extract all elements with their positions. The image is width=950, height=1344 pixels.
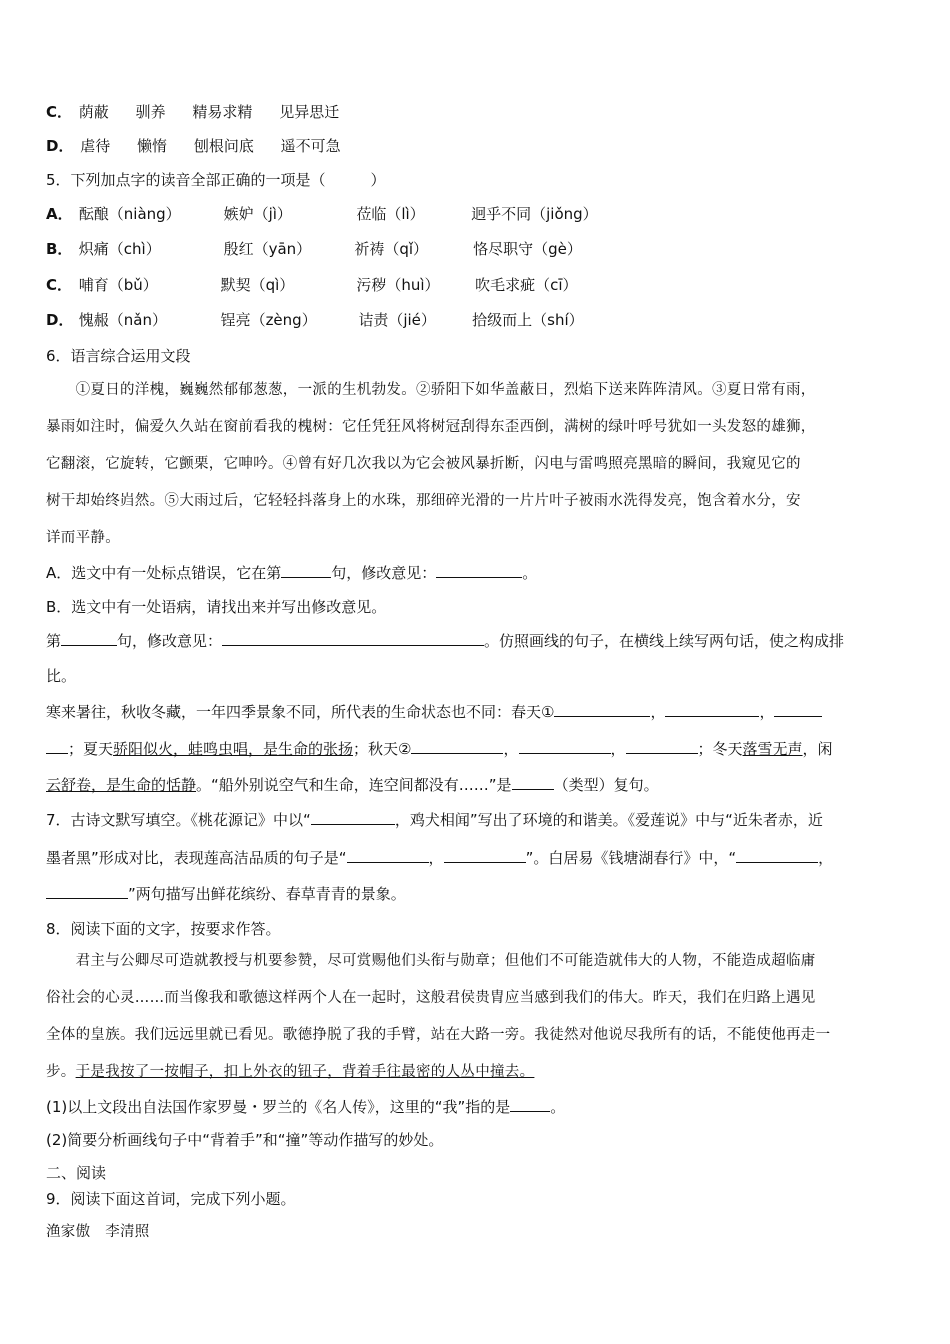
option-label: D． [46,137,74,155]
option-item: 见异思迁 [279,103,340,121]
q8-passage-line: 全体的皇族。我们远远里就已看见。歌德挣脱了我的手臂，站在大路一旁。我徒然对他说尽我所有的话，不能使他再走一 [46,1027,831,1043]
text: ，闲 [802,740,833,758]
option-label: C． [46,276,73,294]
option-label: C． [46,103,73,121]
q6-imitate-line [46,739,910,759]
q4-option-d [46,136,910,156]
q7-line [46,848,910,868]
text: A．选文中有一处标点错误，它在第 [46,564,282,582]
q8-sub1 [46,1097,910,1117]
answer-blank[interactable] [444,848,526,863]
answer-blank[interactable] [665,702,759,717]
q6-part-a [46,563,910,583]
q9-poem-title: 渔家傲 李清照 [46,1224,150,1240]
underlined-model-sentence: 骄阳似火，蛙鸣虫唱，是生命的张扬 [113,740,354,758]
answer-blank[interactable] [512,775,554,790]
answer-blank[interactable] [436,563,522,578]
q4-option-c [46,102,910,122]
answer-blank[interactable] [519,739,611,754]
q7-line [46,810,910,830]
option-item: 愧赧（nǎn） [78,311,167,329]
option-item: 恪尽职守（gè） [473,240,582,258]
section-heading: 二、阅读 [46,1164,107,1182]
option-item: 哺育（bǔ） [78,276,158,294]
text: ；秋天② [353,740,412,758]
text: 句，修改意见： [331,564,437,582]
text: 。 [550,1098,566,1116]
q6-part-b-answer [46,631,910,651]
option-item: 刨根问底 [193,137,254,155]
q5-option-d [46,310,910,330]
text: 。“船外别说空气和生命，连空间都没有……”是 [196,776,512,794]
underlined-model-sentence: 云舒卷，是生命的恬静 [46,776,197,794]
answer-blank[interactable] [554,702,650,717]
text: 。 [522,564,538,582]
text: ；冬天 [697,740,743,758]
text: ， [503,740,519,758]
text: ”两句描写出鲜花缤纷、春草青青的景象。 [128,885,406,903]
option-item: 精易求精 [192,103,253,121]
q5-stem: 5．下列加点字的读音全部正确的一项是（ ） [46,171,386,189]
text: 7．古诗文默写填空。《桃花源记》中以“ [46,811,311,829]
q8-passage-line [46,1062,910,1082]
option-item: 污秽（huì） [356,276,440,294]
option-item: 诘责（jié） [358,311,436,329]
q6-part-b: B．选文中有一处语病，请找出来并写出修改意见。 [46,598,387,616]
option-item: 嫉妒（jì） [223,205,292,223]
q5-option-a [46,204,910,224]
text: (1)以上文段出自法国作家罗曼・罗兰的《名人传》，这里的“我”指的是 [46,1098,511,1116]
option-item: 祈祷（qǐ） [354,240,429,258]
text: 第 [46,632,62,650]
text: ，鸡犬相闻”写出了环境的和谐美。《爱莲说》中与“近朱者赤，近 [394,811,823,829]
answer-blank[interactable] [222,631,484,646]
answer-blank[interactable] [46,739,68,754]
answer-blank[interactable] [411,739,503,754]
option-label: A． [46,205,73,223]
answer-blank[interactable] [510,1097,550,1112]
text: ， [610,740,626,758]
option-label: B． [46,240,73,258]
text: ， [428,849,444,867]
answer-blank[interactable] [281,563,331,578]
text: 句，修改意见： [117,632,223,650]
answer-blank[interactable] [311,810,395,825]
text: （类型）复句。 [553,776,659,794]
q6-passage-line: 详而平静。 [46,530,120,546]
text: ， [818,849,834,867]
q6-part-b-answer-cont: 比。 [46,667,77,685]
option-item: 莅临（lì） [356,205,425,223]
option-item: 遥不可急 [280,137,341,155]
text: ”。白居易《钱塘湖春行》中，“ [525,849,737,867]
answer-blank[interactable] [61,631,117,646]
option-item: 迥乎不同（jiǒng） [471,205,598,223]
option-label: D． [46,311,74,329]
answer-blank[interactable] [626,739,698,754]
option-item: 殷红（yān） [223,240,312,258]
q8-passage-line: 俗社会的心灵……而当像我和歌德这样两个人在一起时，这般君侯贵胄应当感到我们的伟大。昨天，我们在归路上遇见 [46,990,816,1006]
text: 墨者黑”形成对比，表现莲高洁品质的句子是“ [46,849,347,867]
q6-passage-line: ①夏日的洋槐，巍巍然郁郁葱葱，一派的生机勃发。②骄阳下如华盖蔽日，烈焰下送来阵阵清风。③夏日常有雨， [46,382,816,398]
option-item: 锃亮（zèng） [220,311,317,329]
text: ， [650,703,666,721]
q6-imitate-line [46,775,910,795]
option-item: 默契（qì） [220,276,295,294]
option-item: 炽痛（chì） [78,240,161,258]
text: 步。 [46,1064,76,1080]
q5-option-c [46,275,910,295]
answer-blank[interactable] [347,848,429,863]
text: 。仿照画线的句子，在横线上续写两句话，使之构成排 [484,632,845,650]
underlined-model-sentence: 落雪无声 [742,740,803,758]
q8-sub2: (2)简要分析画线句子中“背着手”和“撞”等动作描写的妙处。 [46,1131,444,1149]
q8-passage-line: 君主与公卿尽可造就教授与机要参赞，尽可赏赐他们头衔与勋章；但他们不可能造就伟大的人物，不能造成超临庸 [46,953,816,969]
q8-stem: 8．阅读下面的文字，按要求作答。 [46,920,281,938]
q6-imitate-line [46,702,910,722]
underlined-sentence: 于是我按了一按帽子，扣上外衣的钮子，背着手往最密的人丛中撞去。 [75,1064,535,1080]
option-item: 拾级而上（shí） [472,311,584,329]
q6-passage-line: 暴雨如注时，偏爱久久站在窗前看我的槐树：它任凭狂风将树冠刮得东歪西倒，满树的绿叶呼号犹如一头发怒的雄狮， [46,419,816,435]
q6-passage-line: 它翻滚，它旋转，它颤栗，它呻吟。④曾有好几次我以为它会被风暴折断，闪电与雷鸣照亮黑暗的瞬间，我窥见它的 [46,456,801,472]
answer-blank[interactable] [46,884,128,899]
option-item: 吹毛求疵（cī） [475,276,578,294]
text: 寒来暑往，秋收冬藏，一年四季景象不同，所代表的生命状态也不同：春天① [46,703,555,721]
option-item: 驯养 [135,103,166,121]
answer-blank[interactable] [736,848,818,863]
text: ， [759,703,775,721]
option-item: 酝酿（niàng） [78,205,181,223]
q6-stem: 6．语言综合运用文段 [46,347,191,365]
q7-line [46,884,910,904]
option-item: 懒惰 [137,137,168,155]
q9-stem: 9．阅读下面这首词，完成下列小题。 [46,1190,296,1208]
answer-blank[interactable] [774,702,822,717]
q6-passage-line: 树干却始终岿然。⑤大雨过后，它轻轻抖落身上的水珠，那细碎光滑的一片片叶子被雨水洗得发亮，饱含着水分，安 [46,493,801,509]
option-item: 荫蔽 [78,103,109,121]
q5-option-b [46,239,910,259]
text: ；夏天 [68,740,114,758]
option-item: 虐待 [80,137,111,155]
